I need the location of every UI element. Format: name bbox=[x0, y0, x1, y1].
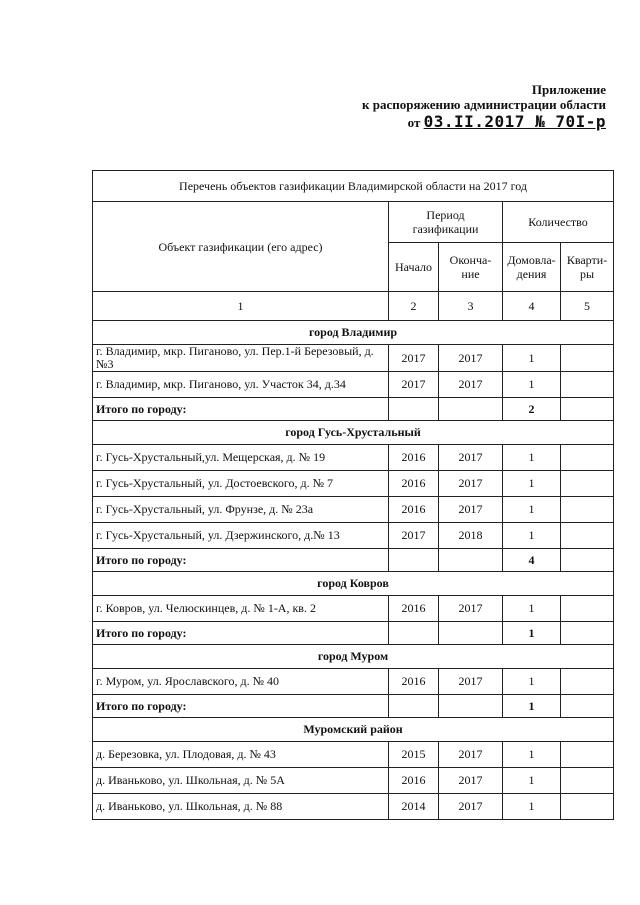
total-label: Итого по городу: bbox=[93, 549, 389, 572]
document-header bbox=[362, 82, 606, 130]
table-row bbox=[93, 669, 614, 695]
households-cell: 1 bbox=[503, 794, 561, 820]
start-year-cell: 2017 bbox=[389, 345, 439, 372]
total-households: 1 bbox=[503, 622, 561, 645]
empty-cell bbox=[389, 398, 439, 421]
start-year-cell: 2016 bbox=[389, 768, 439, 794]
end-year-cell: 2017 bbox=[439, 596, 503, 622]
households-cell: 1 bbox=[503, 523, 561, 549]
households-cell: 1 bbox=[503, 445, 561, 471]
appendix-title: Приложение bbox=[531, 82, 606, 97]
apartments-cell bbox=[561, 372, 614, 398]
apartments-cell bbox=[561, 345, 614, 372]
header-row-1 bbox=[93, 202, 614, 243]
start-year-cell: 2017 bbox=[389, 523, 439, 549]
apartments-cell bbox=[561, 497, 614, 523]
col-households-header: Домовла-дения bbox=[503, 243, 561, 292]
appendix-subtitle: к распоряжению администрации области bbox=[362, 97, 606, 112]
end-year-cell: 2017 bbox=[439, 445, 503, 471]
col-number: 4 bbox=[503, 292, 561, 321]
total-households: 2 bbox=[503, 398, 561, 421]
end-year-cell: 2017 bbox=[439, 345, 503, 372]
empty-cell bbox=[561, 622, 614, 645]
column-number-row bbox=[93, 292, 614, 321]
object-address-cell: г. Гусь-Хрустальный, ул. Дзержинского, д.№ 13 bbox=[93, 523, 389, 549]
col-end-header: Оконча-ние bbox=[439, 243, 503, 292]
object-address-cell: г. Гусь-Хрустальный, ул. Достоевского, д. № 7 bbox=[93, 471, 389, 497]
col-object-header bbox=[93, 202, 389, 292]
table-row bbox=[93, 372, 614, 398]
start-year-cell: 2016 bbox=[389, 471, 439, 497]
table-row bbox=[93, 445, 614, 471]
households-cell: 1 bbox=[503, 372, 561, 398]
end-year-cell: 2017 bbox=[439, 742, 503, 768]
section-header-row bbox=[93, 321, 614, 345]
empty-cell bbox=[389, 622, 439, 645]
section-header-row bbox=[93, 572, 614, 596]
total-row bbox=[93, 622, 614, 645]
households-cell: 1 bbox=[503, 497, 561, 523]
table-row bbox=[93, 794, 614, 820]
object-address-cell: г. Ковров, ул. Челюскинцев, д. № 1-А, кв. 2 bbox=[93, 596, 389, 622]
empty-cell bbox=[561, 398, 614, 421]
object-address-cell: г. Гусь-Хрустальный,ул. Мещерская, д. № 19 bbox=[93, 445, 389, 471]
total-households: 4 bbox=[503, 549, 561, 572]
gasification-table bbox=[92, 170, 614, 820]
object-address-cell: д. Иваньково, ул. Школьная, д. № 88 bbox=[93, 794, 389, 820]
start-year-cell: 2016 bbox=[389, 445, 439, 471]
households-cell: 1 bbox=[503, 669, 561, 695]
end-year-cell: 2017 bbox=[439, 768, 503, 794]
col-number: 2 bbox=[389, 292, 439, 321]
col-period-header: Период газификации bbox=[389, 202, 503, 243]
total-households: 1 bbox=[503, 695, 561, 718]
appendix-date-line bbox=[362, 114, 606, 130]
end-year-cell: 2017 bbox=[439, 372, 503, 398]
col-quantity-header: Количество bbox=[503, 202, 614, 243]
table-row bbox=[93, 471, 614, 497]
section-name: город Гусь-Хрустальный bbox=[93, 421, 614, 445]
total-label: Итого по городу: bbox=[93, 622, 389, 645]
table-title-row bbox=[93, 171, 614, 202]
object-address-cell: г. Владимир, мкр. Пиганово, ул. Участок 34, д.34 bbox=[93, 372, 389, 398]
apartments-cell bbox=[561, 445, 614, 471]
col-number: 3 bbox=[439, 292, 503, 321]
apartments-cell bbox=[561, 596, 614, 622]
end-year-cell: 2018 bbox=[439, 523, 503, 549]
table-row bbox=[93, 345, 614, 372]
households-cell: 1 bbox=[503, 768, 561, 794]
table-row bbox=[93, 768, 614, 794]
order-date-number: 03.II.2017 № 70I-р bbox=[423, 112, 606, 131]
households-cell: 1 bbox=[503, 471, 561, 497]
apartments-cell bbox=[561, 742, 614, 768]
section-name: Муромский район bbox=[93, 718, 614, 742]
section-name: город Муром bbox=[93, 645, 614, 669]
empty-cell bbox=[439, 549, 503, 572]
section-header-row bbox=[93, 718, 614, 742]
col-apartments-header: Кварти-ры bbox=[561, 243, 614, 292]
apartments-cell bbox=[561, 768, 614, 794]
households-cell: 1 bbox=[503, 345, 561, 372]
table-body bbox=[93, 171, 614, 820]
households-cell: 1 bbox=[503, 742, 561, 768]
start-year-cell: 2016 bbox=[389, 596, 439, 622]
section-name: город Ковров bbox=[93, 572, 614, 596]
empty-cell bbox=[439, 622, 503, 645]
object-address-cell: г. Гусь-Хрустальный, ул. Фрунзе, д. № 23а bbox=[93, 497, 389, 523]
total-row bbox=[93, 398, 614, 421]
object-address-cell: д. Березовка, ул. Плодовая, д. № 43 bbox=[93, 742, 389, 768]
table-row bbox=[93, 596, 614, 622]
apartments-cell bbox=[561, 471, 614, 497]
empty-cell bbox=[439, 695, 503, 718]
section-header-row bbox=[93, 645, 614, 669]
empty-cell bbox=[389, 549, 439, 572]
col-number: 5 bbox=[561, 292, 614, 321]
table-title: Перечень объектов газификации Владимирской области на 2017 год bbox=[93, 171, 614, 202]
start-year-cell: 2017 bbox=[389, 372, 439, 398]
empty-cell bbox=[439, 398, 503, 421]
col-number: 1 bbox=[93, 292, 389, 321]
start-year-cell: 2015 bbox=[389, 742, 439, 768]
col-object-label: Объект газификации (его адрес) bbox=[158, 239, 323, 254]
total-row bbox=[93, 549, 614, 572]
start-year-cell: 2016 bbox=[389, 669, 439, 695]
date-prefix: от bbox=[407, 115, 421, 130]
end-year-cell: 2017 bbox=[439, 794, 503, 820]
apartments-cell bbox=[561, 669, 614, 695]
section-name: город Владимир bbox=[93, 321, 614, 345]
empty-cell bbox=[561, 549, 614, 572]
col-start-header: Начало bbox=[389, 243, 439, 292]
end-year-cell: 2017 bbox=[439, 471, 503, 497]
object-address-cell: д. Иваньково, ул. Школьная, д. № 5А bbox=[93, 768, 389, 794]
table-row bbox=[93, 523, 614, 549]
table-row bbox=[93, 497, 614, 523]
object-address-cell: г. Владимир, мкр. Пиганово, ул. Пер.1-й Березовый, д. №3 bbox=[93, 345, 389, 372]
empty-cell bbox=[389, 695, 439, 718]
object-address-cell: г. Муром, ул. Ярославского, д. № 40 bbox=[93, 669, 389, 695]
start-year-cell: 2014 bbox=[389, 794, 439, 820]
end-year-cell: 2017 bbox=[439, 669, 503, 695]
end-year-cell: 2017 bbox=[439, 497, 503, 523]
total-label: Итого по городу: bbox=[93, 695, 389, 718]
total-row bbox=[93, 695, 614, 718]
table-row bbox=[93, 742, 614, 768]
apartments-cell bbox=[561, 523, 614, 549]
section-header-row bbox=[93, 421, 614, 445]
households-cell: 1 bbox=[503, 596, 561, 622]
apartments-cell bbox=[561, 794, 614, 820]
start-year-cell: 2016 bbox=[389, 497, 439, 523]
total-label: Итого по городу: bbox=[93, 398, 389, 421]
empty-cell bbox=[561, 695, 614, 718]
